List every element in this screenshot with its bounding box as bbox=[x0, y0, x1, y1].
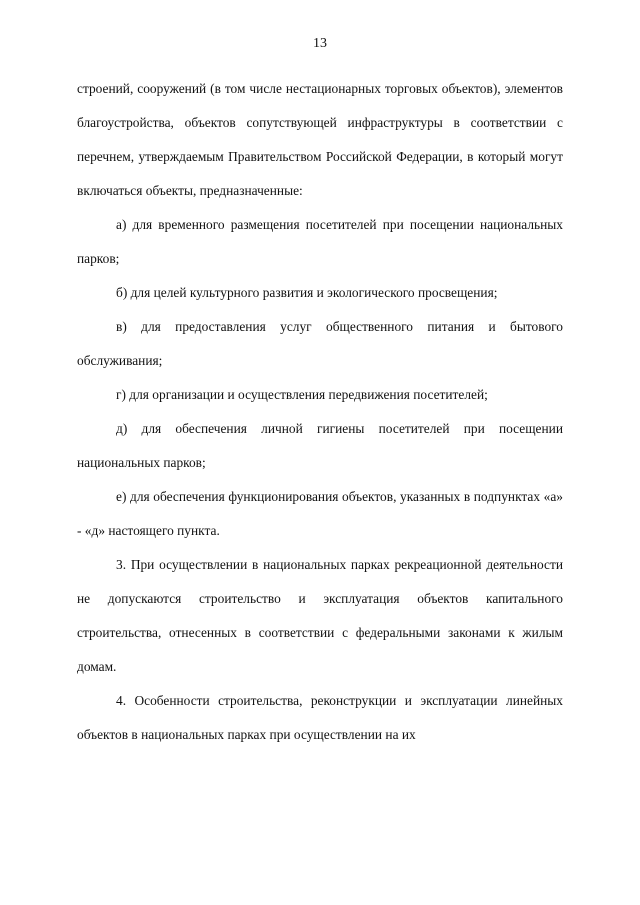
list-item-g: г) для организации и осуществления передвижения посетителей; bbox=[116, 387, 488, 402]
list-item-e: е) для обеспечения функционирования объектов, указанных в подпунктах «а» - «д» настоящего пункта. bbox=[77, 489, 563, 538]
paragraph-continuation: строений, сооружений (в том числе нестационарных торговых объектов), элементов благоустройства, объектов сопутствующей инфраструктуры в соответствии с перечнем, утверждаемым Правительством Российской Федерации, в который могут включаться объекты, предназначенные: bbox=[77, 81, 563, 198]
list-item-v: в) для предоставления услуг общественного питания и бытового обслуживания; bbox=[77, 319, 563, 368]
document-body bbox=[77, 72, 563, 752]
list-item-b: б) для целей культурного развития и экологического просвещения; bbox=[116, 285, 498, 300]
clause-4: 4. Особенности строительства, реконструкции и эксплуатации линейных объектов в национальных парках при осуществлении на их bbox=[77, 693, 563, 742]
list-item-a: а) для временного размещения посетителей при посещении национальных парков; bbox=[77, 217, 563, 266]
clause-3: 3. При осуществлении в национальных парках рекреационной деятельности не допускаются строительство и эксплуатация объектов капитального строительства, отнесенных в соответствии с федеральными законами к жилым домам. bbox=[77, 557, 563, 674]
list-item-d: д) для обеспечения личной гигиены посетителей при посещении национальных парков; bbox=[77, 421, 563, 470]
page-number: 13 bbox=[313, 36, 327, 51]
